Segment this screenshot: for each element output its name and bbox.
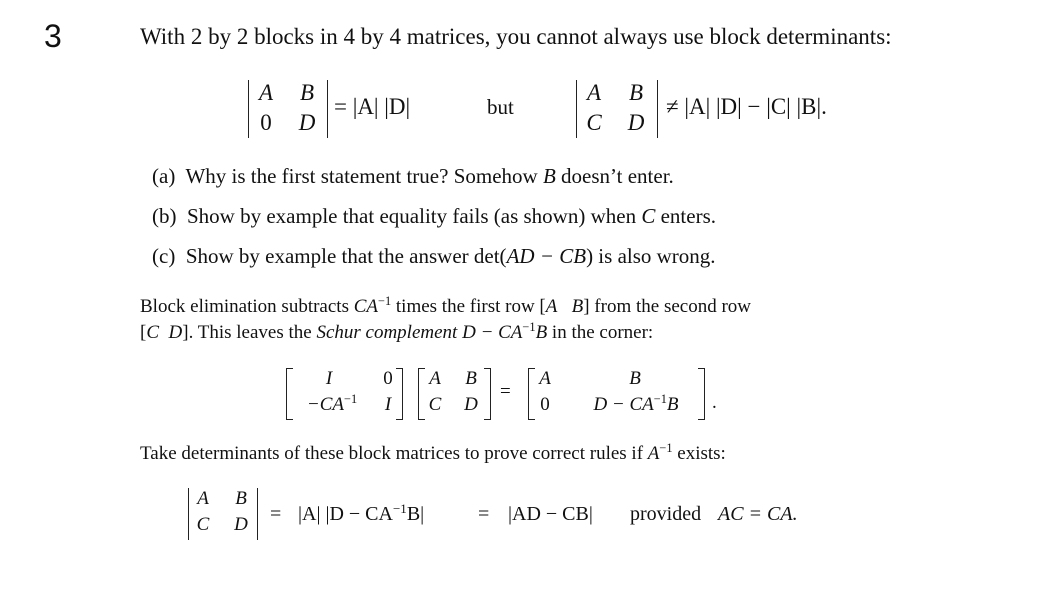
superscript: −1 [378, 294, 392, 309]
superscript: −1 [343, 392, 358, 407]
equation-rhs: = |A| |D| [334, 94, 411, 119]
problem-number: 3 [44, 18, 62, 54]
matrix-entry: B [235, 488, 247, 509]
equals-sign: = [478, 503, 490, 525]
math: B [535, 322, 548, 343]
right-expression: |AD − CB| [508, 503, 593, 525]
part-text: enters. [655, 204, 716, 228]
text: Block elimination subtracts [140, 296, 354, 317]
part-label: (c) [152, 244, 176, 268]
text: B| [406, 503, 425, 525]
superscript: −1 [392, 500, 407, 516]
middle-expression [298, 500, 425, 526]
text: . This leaves the [188, 322, 317, 343]
solution-line-2: [C D]. This leaves the Schur complement $D - CA^{-1}B$ in the corner: [140, 320, 654, 343]
part-a [152, 164, 674, 189]
equals-sign: = [270, 503, 282, 525]
part-math: C [641, 204, 656, 228]
part-text: ) is also wrong. [586, 244, 716, 268]
matrix-entry: B [299, 80, 315, 105]
math: A [647, 443, 660, 464]
text: times the first row [391, 296, 540, 317]
text: exists: [672, 443, 726, 464]
matrix-entry: B [629, 368, 641, 389]
matrix-entry: D [298, 110, 316, 135]
text: from the second row [589, 296, 752, 317]
matrix-entry: I [325, 368, 333, 389]
solution-line-3 [140, 443, 726, 465]
equals-sign: = [500, 381, 511, 402]
part-text: Show by example that the answer det( [185, 244, 507, 268]
math: D − CA [462, 322, 523, 343]
text: −CA [306, 394, 344, 415]
matrix-entry: A [197, 488, 209, 509]
right-bracket [396, 368, 403, 420]
matrix-entry: A [258, 80, 274, 105]
matrix-entry [292, 394, 372, 416]
matrix-entry: D [464, 394, 478, 415]
superscript: −1 [653, 392, 667, 407]
text: |A| |D − CA [298, 503, 393, 525]
text: D − CA [593, 394, 654, 415]
math: CA [353, 296, 378, 317]
matrix-entry: A [586, 80, 602, 105]
condition: AC = CA. [718, 503, 798, 525]
matrix-entry: 0 [260, 110, 272, 135]
provided-word: provided [630, 503, 702, 525]
part-c [152, 244, 716, 269]
part-math: AD − CB [506, 244, 587, 268]
matrix-entry: C [586, 110, 602, 135]
math: B [571, 296, 584, 317]
matrix-entry: I [384, 394, 392, 415]
part-text: Show by example that equality fails (as shown) when [187, 204, 642, 228]
part-b [152, 204, 716, 229]
period: . [712, 392, 717, 413]
text: in the corner: [547, 322, 654, 343]
superscript: −1 [659, 441, 673, 456]
matrix-entry: D [234, 514, 248, 535]
right-bracket [698, 368, 705, 420]
matrix-entry: C [196, 514, 210, 535]
math: A [545, 296, 558, 317]
superscript: −1 [522, 320, 536, 335]
matrix-entry [574, 394, 698, 416]
part-text: Why is the first statement true? Somehow [185, 164, 543, 188]
math: D [168, 322, 183, 343]
math: C [146, 322, 160, 343]
matrix-entry: B [465, 368, 477, 389]
text: B [666, 394, 679, 415]
matrix-entry: A [429, 368, 441, 389]
matrix-entry: A [539, 368, 551, 389]
part-math: B [542, 164, 556, 188]
right-bracket [484, 368, 491, 420]
text: Take determinants of these block matrices to prove correct rules if [140, 443, 648, 464]
emphasis: Schur complement [316, 322, 458, 343]
matrix-entry: B [628, 80, 644, 105]
part-text: doesn’t enter. [555, 164, 674, 188]
problem-intro: With 2 by 2 blocks in 4 by 4 matrices, you cannot always use block determinants: [140, 24, 892, 49]
equation-rhs: ≠ |A| |D| − |C| |B|. [666, 94, 827, 119]
matrix-entry: C [428, 394, 442, 415]
matrix-entry: 0 [383, 368, 393, 389]
matrix-entry: 0 [540, 394, 550, 415]
matrix-entry: D [627, 110, 645, 135]
but-word: but [487, 95, 514, 119]
part-label: (b) [152, 204, 177, 228]
part-label: (a) [152, 164, 176, 188]
solution-line-1: Block elimination subtracts $CA^{-1}$ times the first row [A B] from the second row [140, 294, 752, 317]
